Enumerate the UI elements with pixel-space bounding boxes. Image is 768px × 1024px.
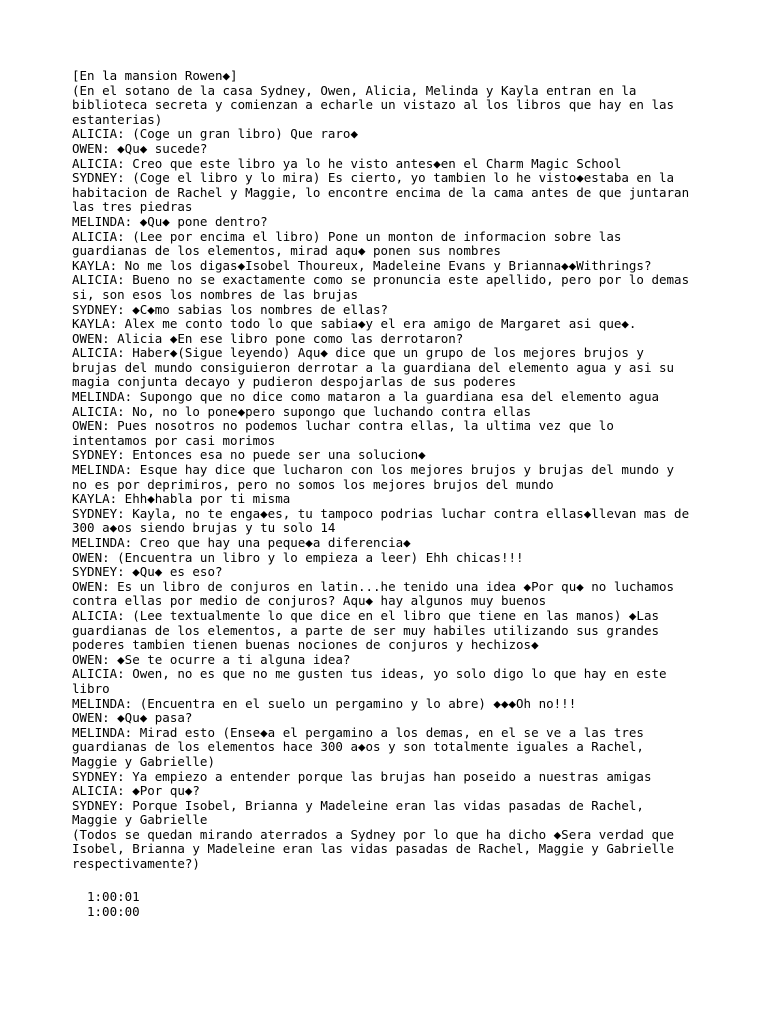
text-line: Maggie y Gabrielle [72,812,208,828]
text-line: Isobel, Brianna y Madeleine eran las vidas pasadas de Rachel, Maggie y Gabrielle [72,841,675,857]
text-line: MELINDA: Supongo que no dice como mataron a la guardiana esa del elemento agua [72,389,659,405]
text-line: si, son esos los nombres de las brujas [72,286,358,302]
timestamps [87,890,140,919]
text-line: no es por deprimiros, pero no somos los mejores brujos del mundo [72,476,554,492]
text-line: magia conjunta decayo y pudieron despojarlas de sus poderes [72,374,517,390]
text-line: 300 a◆os siendo brujas y tu solo 14 [72,520,336,536]
text-line: OWEN: (Encuentra un libro y lo empieza a leer) Ehh chicas!!! [72,549,524,565]
text-line: Maggie y Gabrielle) [72,753,215,769]
text-line: SYDNEY: ◆Qu◆ es eso? [72,564,223,580]
text-line: ALICIA: (Lee por encima el libro) Pone un monton de informacion sobre las [72,228,622,244]
text-line: respectivamente?) [72,856,200,872]
text-line: ALICIA: (Lee textualmente lo que dice en el libro que tiene en las manos) ◆Las [72,607,659,623]
text-line: guardianas de los elementos, a parte de ser muy habiles utilizando sus grandes [72,622,659,638]
document-body [72,69,692,872]
text-line: SYDNEY: Ya empiezo a entender porque las brujas han poseido a nuestras amigas [72,768,652,784]
text-line: MELINDA: Mirad esto (Ense◆a el pergamino a los demas, en el se ve a las tres [72,724,644,740]
text-line: MELINDA: Creo que hay una peque◆a diferencia◆ [72,535,411,550]
text-line: OWEN: Alicia ◆En ese libro pone como las derrotaron? [72,330,464,346]
text-line: SYDNEY: ◆C◆mo sabias los nombres de ellas? [72,301,389,317]
text-line: OWEN: ◆Se te ocurre a ti alguna idea? [72,651,351,667]
text-line: KAYLA: Ehh◆habla por ti misma [72,491,291,507]
text-line: biblioteca secreta y comienzan a echarle un vistazo al los libros que hay en las [72,97,675,113]
text-line: SYDNEY: Entonces esa no puede ser una solucion◆ [72,447,426,463]
text-line: estanterias) [72,111,163,127]
text-line: libro [72,680,110,696]
text-line: MELINDA: Esque hay dice que lucharon con los mejores brujos y brujas del mundo y [72,462,675,478]
text-line: OWEN: Es un libro de conjuros en latin...he tenido una idea ◆Por qu◆ no luchamos [72,578,675,594]
timestamp-2: 1:00:00 [87,903,140,919]
timestamp-1: 1:00:01 [87,889,140,904]
text-line: intentamos por casi morimos [72,432,276,448]
text-line: (En el sotano de la casa Sydney, Owen, Alicia, Melinda y Kayla entran en la [72,82,637,98]
text-line: ALICIA: No, no lo pone◆pero supongo que luchando contra ellas [72,403,532,419]
text-line: SYDNEY: Kayla, no te enga◆es, tu tampoco podrias luchar contra ellas◆llevan mas de [72,505,690,521]
text-line: SYDNEY: Porque Isobel, Brianna y Madeleine eran las vidas pasadas de Rachel, [72,797,644,813]
text-line: ALICIA: ◆Por qu◆? [72,783,200,799]
text-line: KAYLA: Alex me conto todo lo que sabia◆y el era amigo de Margaret asi que◆. [72,316,637,332]
text-line: [En la mansion Rowen◆] [72,68,238,83]
text-line: las tres piedras [72,199,193,215]
text-line: MELINDA: ◆Qu◆ pone dentro? [72,213,268,229]
text-line: KAYLA: No me los digas◆Isobel Thoureux, Madeleine Evans y Brianna◆◆Withrings? [72,257,652,273]
text-line: ALICIA: Creo que este libro ya lo he visto antes◆en el Charm Magic School [72,155,622,171]
text-line: ALICIA: (Coge un gran libro) Que raro◆ [72,126,358,142]
text-line: habitacion de Rachel y Maggie, lo encontre encima de la cama antes de que juntaran [72,184,690,200]
text-line: MELINDA: (Encuentra en el suelo un pergamino y lo abre) ◆◆◆Oh no!!! [72,695,577,711]
text-line: OWEN: Pues nosotros no podemos luchar contra ellas, la ultima vez que lo [72,418,614,434]
text-line: brujas del mundo consiguieron derrotar a la guardiana del elemento agua y asi su [72,359,675,375]
text-line: poderes tambien tienen buenas nociones de conjuros y hechizos◆ [72,637,539,653]
text-line: guardianas de los elementos hace 300 a◆os y son totalmente iguales a Rachel, [72,739,644,755]
text-line: SYDNEY: (Coge el libro y lo mira) Es cierto, yo tambien lo he visto◆estaba en la [72,170,675,186]
text-line: ALICIA: Haber◆(Sigue leyendo) Aqu◆ dice que un grupo de los mejores brujos y [72,345,644,361]
text-line: ALICIA: Bueno no se exactamente como se pronuncia este apellido, pero por lo demas [72,272,690,288]
text-line: guardianas de los elementos, mirad aqu◆ ponen sus nombres [72,243,501,259]
text-line: OWEN: ◆Qu◆ pasa? [72,710,193,726]
text-line: contra ellas por medio de conjuros? Aqu◆ hay algunos muy buenos [72,593,547,609]
text-line: OWEN: ◆Qu◆ sucede? [72,140,208,156]
text-line: (Todos se quedan mirando aterrados a Sydney por lo que ha dicho ◆Sera verdad que [72,826,675,842]
text-line: ALICIA: Owen, no es que no me gusten tus ideas, yo solo digo lo que hay en este [72,666,667,682]
